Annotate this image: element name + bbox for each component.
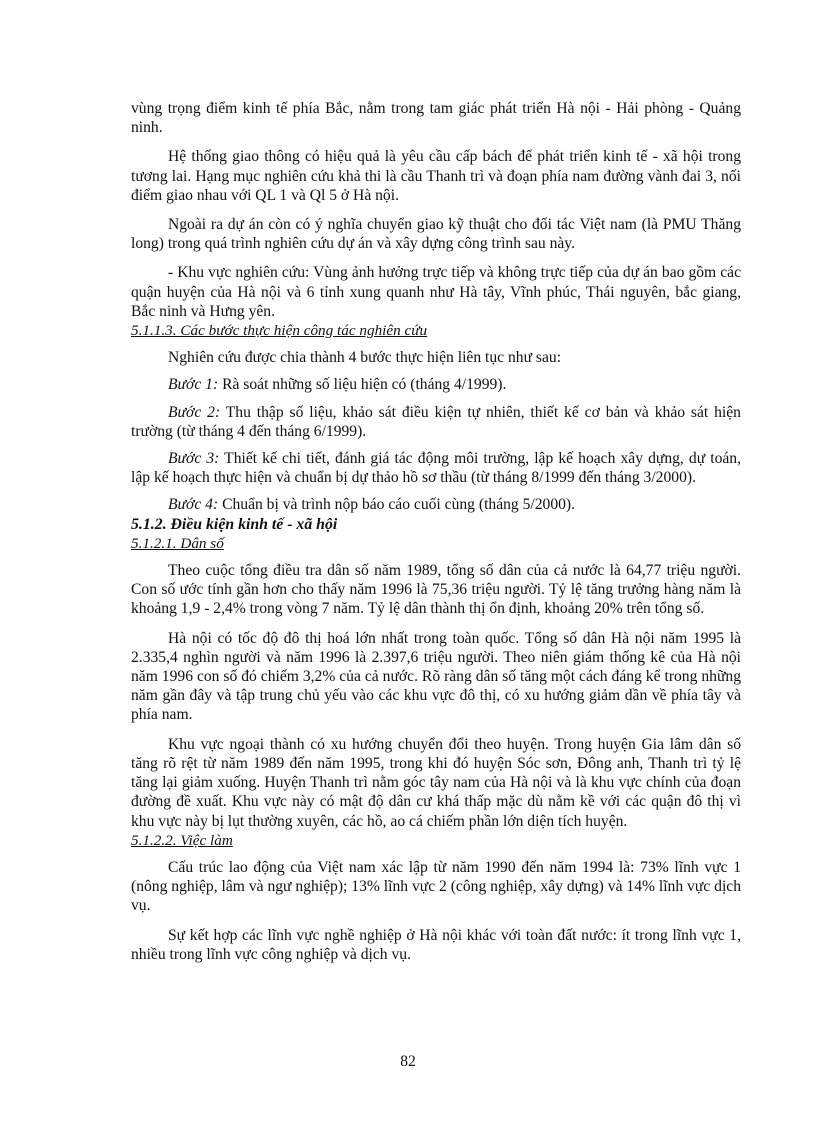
step-3 — [131, 449, 741, 487]
paragraph-transport: Hệ thống giao thông có hiệu quả là yêu cầu cấp bách để phát triển kinh tế - xã hội trong tương lai. Hạng mục nghiên cứu khả thi là cầu Thanh trì và đoạn phía nam đường vành đai 3, nối điểm giao nhau với QL 1 và Ql 5 ở Hà nội. — [131, 148, 741, 204]
step-1-label: Bước 1: — [168, 376, 219, 394]
step-2-label: Bước 2: — [168, 403, 221, 421]
paragraph-steps-intro: Nghiên cứu được chia thành 4 bước thực hiện liên tục như sau: — [168, 349, 562, 367]
heading-5-1-2: 5.1.2. Điều kiện kinh tế - xã hội — [131, 515, 338, 533]
step-2 — [131, 403, 741, 441]
step-4-text: Chuẩn bị và trình nộp báo cáo cuối cùng (tháng 5/2000). — [218, 496, 576, 514]
paragraph-hanoi-population: Hà nội có tốc độ đô thị hoá lớn nhất trong toàn quốc. Tổng số dân Hà nội năm 1995 là 2.335,4 nghìn người và năm 1996 là 2.397,6 triệu người. Theo niên giám thống kê của Hà nội năm 1996 con số đó chiếm 3,2% của cả nước. Rõ ràng dân số tăng một cách đáng kể trong những năm gần đây và tập trung chủ yếu vào các khu vực đô thị, có xu hướng giảm dần về phía tây và phía nam. — [131, 629, 741, 724]
step-1-text: Rà soát những số liệu hiện có (tháng 4/1999). — [218, 376, 507, 394]
paragraph-continuation: vùng trọng điểm kinh tế phía Bắc, nằm trong tam giác phát triển Hà nội - Hải phòng - Quảng ninh. — [131, 100, 741, 137]
paragraph-census: Theo cuộc tổng điều tra dân số năm 1989, tổng số dân của cả nước là 64,77 triệu người. Con số ước tính gần hơn cho thấy năm 1996 là 75,36 triệu người. Tỷ lệ tăng trưởng hàng năm là khoảng 1,9 - 2,4% trong vòng 7 năm. Tỷ lệ dân thành thị ổn định, khoảng 20% trên tổng số. — [131, 562, 741, 618]
step-4 — [131, 495, 741, 514]
step-4-label: Bước 4: — [168, 496, 219, 514]
paragraph-labour-structure: Cấu trúc lao động của Việt nam xác lập từ năm 1990 đến năm 1994 là: 73% lĩnh vực 1 (nông nghiệp, lâm và ngư nghiệp); 13% lĩnh vực 2 (công nghiệp, xây dựng) và 14% lĩnh vực dịch vụ. — [131, 858, 741, 915]
heading-5-1-1-3: 5.1.1.3. Các bước thực hiện công tác nghiên cứu — [131, 322, 428, 340]
heading-5-1-2-2: 5.1.2.2. Việc làm — [131, 831, 233, 849]
step-3-label: Bước 3: — [168, 450, 220, 468]
paragraph-study-area: - Khu vực nghiên cứu: Vùng ảnh hưởng trực tiếp và không trực tiếp của dự án bao gồm các quận huyện của Hà nội và 6 tỉnh xung quanh như Hà tây, Vĩnh phúc, Thái nguyên, bắc giang, Bắc ninh và Hưng yên. — [131, 264, 741, 320]
page-number: 82 — [400, 1053, 416, 1070]
paragraph-suburban-districts: Khu vực ngoại thành có xu hướng chuyển đổi theo huyện. Trong huyện Gia lâm dân số tăng rõ rệt từ năm 1989 đến năm 1995, trong khi đó huyện Sóc sơn, Đông anh, Thanh trì tỷ lệ tăng lại giảm xuống. Huyện Thanh trì nằm góc tây nam của Hà nội và là khu vực chính của đoạn đường đề xuất. Khu vực này có mật độ dân cư khá thấp mặc dù nằm kề với các quận đô thị vì khu vực này bị lụt thường xuyên, các hồ, ao cá chiếm phần lớn diện tích huyện. — [131, 735, 741, 830]
step-2-text: Thu thập số liệu, khảo sát điều kiện tự nhiên, thiết kế cơ bản và khảo sát hiện trường (từ tháng 4 đến tháng 6/1999). — [131, 403, 741, 440]
step-1 — [131, 375, 741, 394]
paragraph-technology-transfer: Ngoài ra dự án còn có ý nghĩa chuyển giao kỹ thuật cho đối tác Việt nam (là PMU Thăng long) trong quá trình nghiên cứu dự án và xây dựng công trình sau này. — [131, 216, 741, 253]
paragraph-sector-combination: Sự kết hợp các lĩnh vực nghề nghiệp ở Hà nội khác với toàn đất nước: ít trong lĩnh vực 1, nhiều trong lĩnh vực công nghiệp và dịch vụ. — [131, 926, 741, 963]
heading-5-1-2-1: 5.1.2.1. Dân số — [131, 534, 224, 552]
document-page — [131, 99, 741, 964]
step-3-text: Thiết kế chi tiết, đánh giá tác động môi trường, lập kế hoạch xây dựng, dự toán, lập kế hoạch thực hiện và chuẩn bị dự thảo hồ sơ thầu (từ tháng 8/1999 đến tháng 3/2000). — [131, 450, 741, 487]
